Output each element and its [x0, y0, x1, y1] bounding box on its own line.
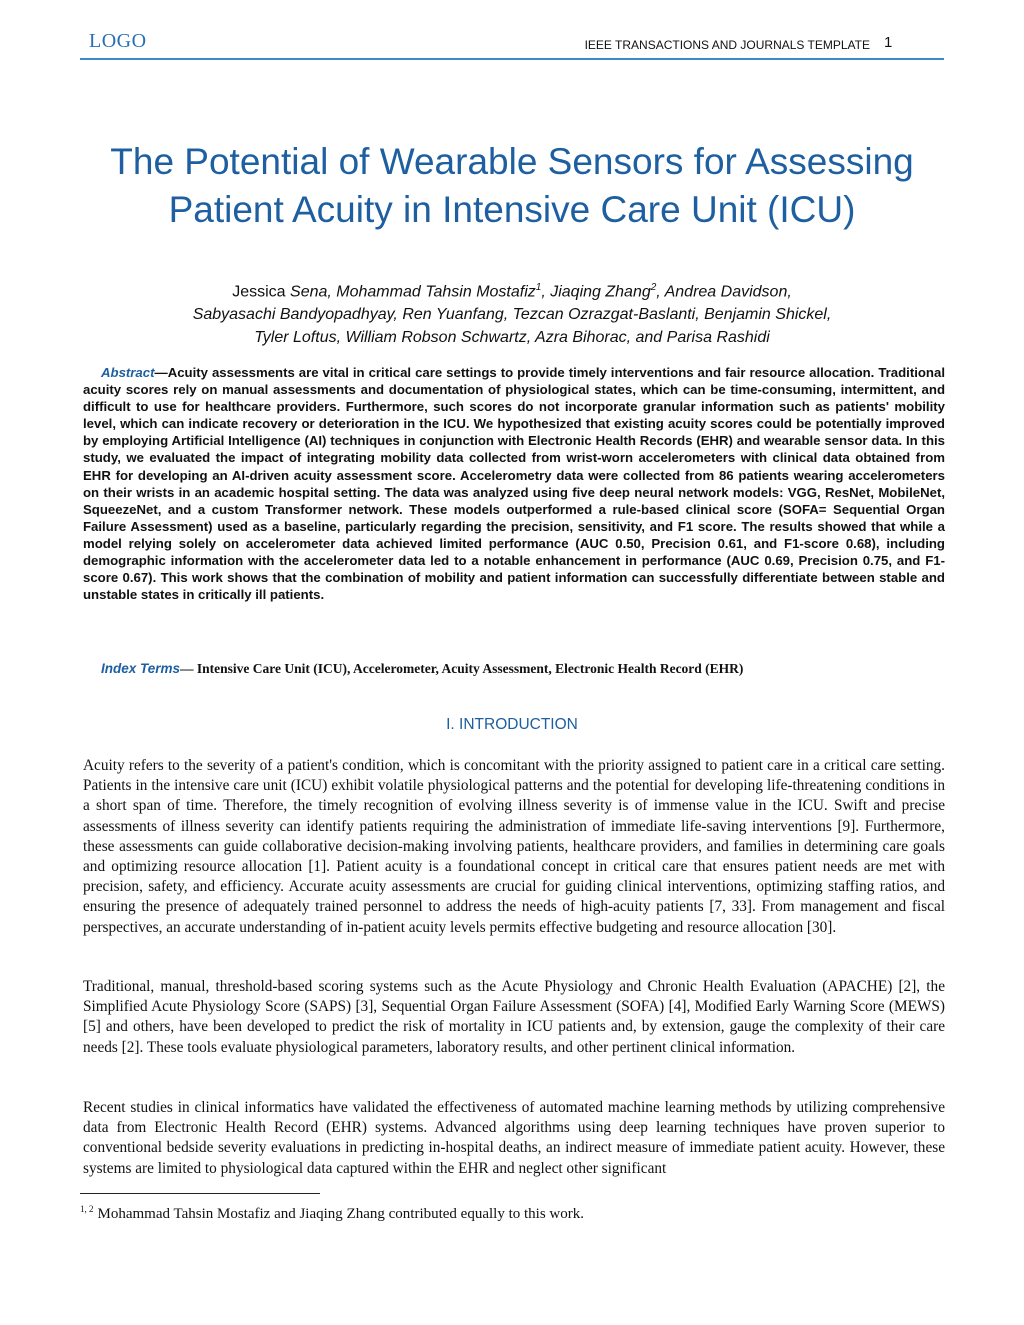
abstract-label: Abstract — [101, 365, 155, 380]
header-divider — [80, 58, 944, 60]
footnote-mark-1: 1 — [535, 282, 542, 293]
paper-title — [70, 138, 954, 234]
journal-logo: LOGO — [89, 30, 147, 52]
author-line-2: Sabyasachi Bandyopadhyay, Ren Yuanfang, Tezcan Ozrazgat-Baslanti, Benjamin Shickel, — [192, 306, 832, 324]
body-paragraph-3: Recent studies in clinical informatics have validated the effectiveness of automated machine learning methods by utilizing comprehensive data from Electronic Health Record (EHR) systems. Advanced algorithms using deep learning techniques have proven superior to conventional bedside severity evaluations in predicting in-hospital deaths, an indirect measure of immediate patient acuity. However, these systems are limited to physiological data captured within the EHR and neglect other significant — [83, 1099, 945, 1177]
author-list — [80, 276, 944, 349]
index-terms-list: Intensive Care Unit (ICU), Accelerometer, Acuity Assessment, Electronic Health Record (EHR) — [193, 661, 744, 676]
abstract — [83, 364, 945, 603]
running-head: IEEE TRANSACTIONS AND JOURNALS TEMPLATE — [584, 38, 870, 52]
author-segment-a: Sena, Mohammad Tahsin Mostafiz — [290, 283, 536, 301]
author-line-1 — [80, 276, 944, 303]
abstract-text: —Acuity assessments are vital in critical care settings to provide timely interventions and fair resource allocation. Traditional acuity scores rely on manual assessments and documentation of physiological states, which can be time-consuming, intermittent, and difficult to use for healthcare providers. Furthermore, such scores do not incorporate granular information such as patients' mobility level, which can indicate recovery or deterioration in the ICU. We hypothesized that existing acuity scores could be potentially improved by employing Artificial Intelligence (AI) techniques in conjunction with Electronic Health Records (EHR) and wearable sensor data. In this study, we evaluated the impact of integrating mobility data collected from wrist-worn accelerometers with clinical data obtained from EHR for developing an AI-driven acuity assessment score. Accelerometry data were collected from 86 patients wearing accelerometers on their wrists in an academic hospital setting. The data was analyzed using five deep neural network models: VGG, ResNet, MobileNet, SqueezeNet, and a custom Transformer network. These models outperformed a rule-based clinical score (SOFA= Sequential Organ Failure Assessment) used as a baseline, particularly regarding the precision, sensitivity, and F1 score. The results showed that while a model relying solely on accelerometer data achieved limited performance (AUC 0.50, Precision 0.61, and F1-score 0.68), including demographic information with the accelerometer data led to a notable enhancement in performance (AUC 0.69, Precision 0.75, and F1-score 0.67). This work shows that the combination of mobility and patient information can successfully differentiate between stable and unstable states in critically ill patients. — [83, 365, 945, 603]
title-line-2: Patient Acuity in Intensive Care Unit (ICU) — [168, 189, 856, 230]
index-terms — [101, 660, 945, 678]
section-heading-introduction: I. INTRODUCTION — [446, 716, 578, 733]
author-segment-b: , Jiaqing Zhang — [541, 283, 651, 301]
index-terms-dash: — — [180, 661, 194, 676]
author-line-3: Tyler Loftus, William Robson Schwartz, Azra Bihorac, and Parisa Rashidi — [254, 329, 770, 347]
index-terms-label: Index Terms — [101, 661, 181, 676]
footnote-divider — [80, 1193, 320, 1194]
footnote-mark-2: 2 — [650, 282, 657, 293]
footnote-text: Mohammad Tahsin Mostafiz and Jiaqing Zhang contributed equally to this work. — [97, 1206, 585, 1222]
author-first-name: Jessica — [232, 283, 291, 301]
footnote-marks: 1, 2 — [80, 1204, 94, 1214]
body-paragraph-2: Traditional, manual, threshold-based scoring systems such as the Acute Physiology and Chronic Health Evaluation (APACHE) [2], the Simplified Acute Physiology Score (SAPS) [3], Sequential Organ Failure Assessment (SOFA) [4], Modified Early Warning Score (MEWS) [5] and others, have been developed to predict the risk of mortality in ICU patients and, by extension, gauge the complexity of their care needs [2]. These tools evaluate physiological parameters, laboratory results, and other pertinent clinical information. — [83, 978, 945, 1056]
title-line-1: The Potential of Wearable Sensors for Assessing — [110, 141, 914, 182]
body-paragraph-1: Acuity refers to the severity of a patient's condition, which is concomitant with the priority assigned to patient care in a critical care setting. Patients in the intensive care unit (ICU) exhibit volatile physiological patterns and the potential for developing life-threatening conditions in a short span of time. Therefore, the timely recognition of evolving illness severity is of immense value in the ICU. Swift and precise assessments of illness severity can identify patients requiring the administration of immediate life-saving interventions [9]. Furthermore, these assessments can guide collaborative decision-making involving patients, healthcare providers, and families in determining care goals and optimizing resource allocation [1]. Patient acuity is a foundational concept in critical care that ensures patient needs are met with precision, safety, and efficiency. Accurate acuity assessments are crucial for guiding clinical interventions, optimizing staffing ratios, and ensuring the presence of adequately trained personnel to address the needs of high-acuity patients [7, 33]. From management and fiscal perspectives, an accurate understanding of in-patient acuity levels permits effective budgeting and resource allocation [30]. — [83, 757, 945, 936]
page-number: 1 — [884, 34, 893, 51]
author-segment-c: , Andrea Davidson, — [656, 283, 792, 301]
footnote — [80, 1204, 944, 1223]
